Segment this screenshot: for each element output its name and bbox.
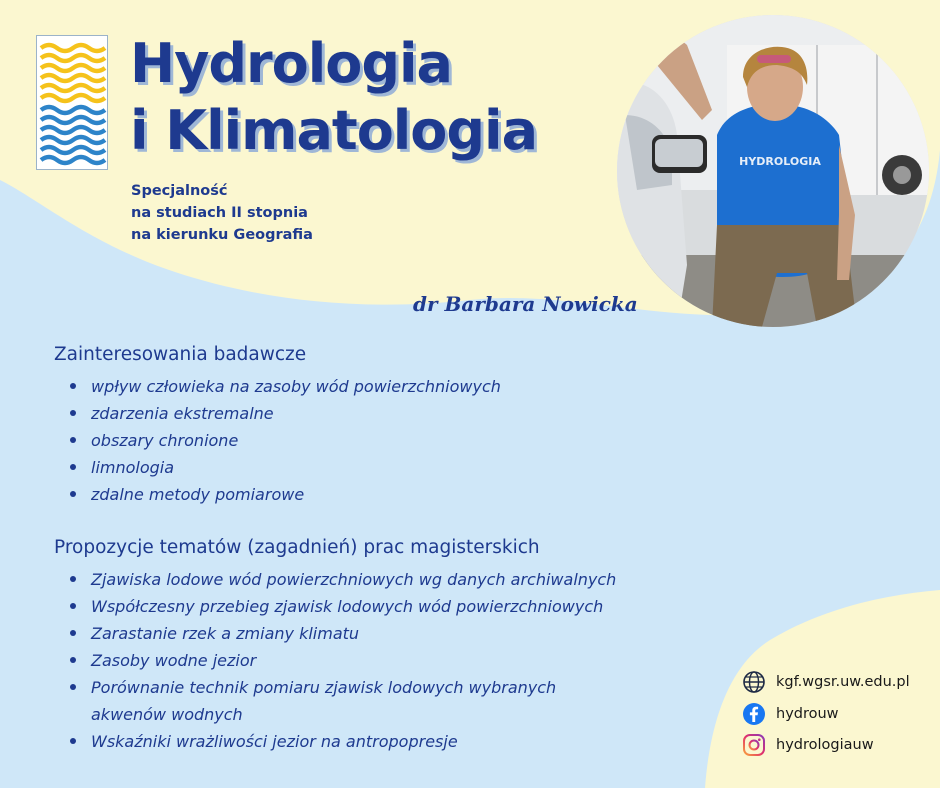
title-line-1: Hydrologia [130,32,452,95]
logo [36,35,108,170]
svg-text:HYDROLOGIA: HYDROLOGIA [739,155,821,168]
subtitle-line-1: Specjalność [131,183,228,199]
contact-instagram[interactable] [742,734,910,756]
list-item: Zasoby wodne jezior [70,647,616,674]
research-heading: Zainteresowania badawcze [54,344,307,365]
list-item: Porównanie technik pomiaru zjawisk lodowych wybranych akwenów wodnych [70,674,590,728]
contact-facebook[interactable] [742,703,910,725]
globe-icon [742,670,766,694]
topics-list [70,566,616,755]
person-name: dr Barbara Nowicka [413,292,638,316]
list-item: obszary chronione [70,427,501,454]
subtitle [131,180,313,246]
research-list [70,373,501,508]
list-item: limnologia [70,454,501,481]
list-item: Współczesny przebieg zjawisk lodowych wód powierzchniowych [70,593,616,620]
instagram-icon [742,733,766,757]
contact-website-label: kgf.wgsr.uw.edu.pl [776,674,910,690]
contact-instagram-label: hydrologiauw [776,737,874,753]
list-item: wpływ człowieka na zasoby wód powierzchniowych [70,373,501,400]
contact-facebook-label: hydrouw [776,705,839,722]
list-item: Wskaźniki wrażliwości jezior na antropopresje [70,728,616,755]
subtitle-line-2: na studiach II stopnia [131,205,308,221]
topics-heading: Propozycje tematów (zagadnień) prac magisterskich [54,537,540,558]
subtitle-line-3: na kierunku Geografia [131,227,313,243]
list-item: Zjawiska lodowe wód powierzchniowych wg danych archiwalnych [70,566,616,593]
list-item: zdarzenia ekstremalne [70,400,501,427]
list-item: Zarastanie rzek a zmiany klimatu [70,620,616,647]
contacts [742,671,910,766]
person-photo [617,15,929,327]
facebook-icon [742,702,766,726]
list-item: zdalne metody pomiarowe [70,481,501,508]
contact-website[interactable] [742,671,910,693]
title-line-2: i Klimatologia [130,99,538,162]
